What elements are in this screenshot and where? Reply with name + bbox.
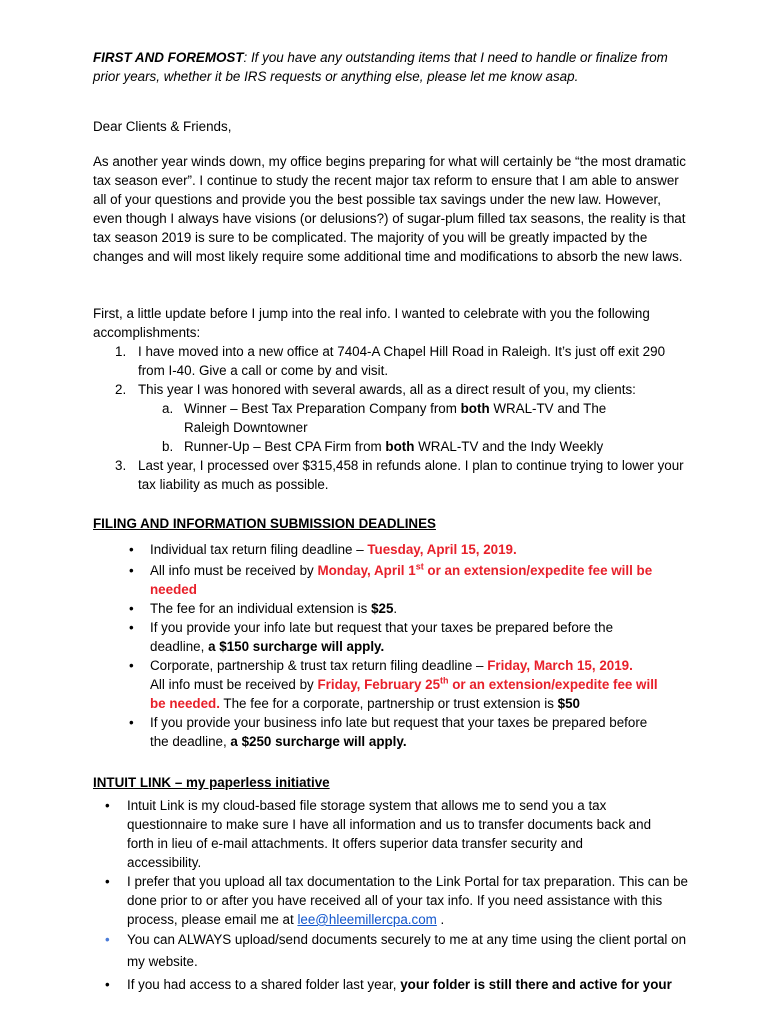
award-item: [93, 399, 614, 437]
bullet-icon: •: [129, 715, 134, 730]
intuit-text-plain: I prefer that you upload all tax documentation to the Link Portal for tax preparation. This can be done prior to or after you have received all of your tax info. If you need assistance with this process, please email me at: [127, 874, 689, 927]
award-text-post: WRAL-TV and the Indy Weekly: [414, 439, 604, 454]
award-text-pre: Winner – Best Tax Preparation Company from: [184, 401, 461, 416]
deadline-text-end: .: [393, 601, 398, 616]
award-text-pre: Runner-Up – Best CPA Firm from: [184, 439, 386, 454]
list-item: [93, 975, 689, 994]
paragraph-1: As another year winds down, my office begins preparing for what will certainly be “the most dramatic tax season ever”. I continue to study the recent major tax reform to ensure that I am able to answer all of your questions and provide you the best possible tax savings under the new law. However, even though I always have visions (or delusions?) of sugar-plum filled tax seasons, the reality is that tax season 2019 is sure to be complicated. The majority of you will be greatly impacted by the changes and will most likely require some additional time and modifications to absorb the new laws.: [93, 154, 686, 264]
list-marker: 2.: [115, 382, 127, 397]
deadline-text-plain: Individual tax return filing deadline –: [150, 542, 368, 557]
deadline-text-plain: If you provide your business info late but request that your taxes be prepared before the deadline,: [150, 715, 648, 749]
surcharge-text: a $150 surcharge will apply.: [208, 639, 385, 654]
greeting: Dear Clients & Friends,: [93, 119, 232, 134]
deadlines-list: [93, 540, 673, 751]
deadline-warning: or an extension/expedite fee will be needed: [150, 563, 653, 597]
list-item: [93, 656, 660, 713]
intuit-text: You can ALWAYS upload/send documents securely to me at any time using the client portal on my website.: [127, 932, 687, 969]
bullet-icon: •: [129, 563, 134, 578]
intuit-text: [127, 975, 689, 994]
bullet-icon: •: [105, 932, 110, 947]
list-marker: b.: [162, 439, 174, 454]
deadline-text: [150, 599, 673, 618]
deadline-text-plain: If you provide your info late but request that your taxes be prepared before the deadline,: [150, 620, 614, 654]
bullet-icon: •: [129, 620, 134, 635]
fee-amount: $50: [557, 696, 580, 711]
date-suffix: st: [415, 561, 424, 572]
award-text: [184, 399, 614, 437]
bullet-icon: •: [129, 601, 134, 616]
intro-text: : If you have any outstanding items that I need to handle or finalize from prior years, whether it be IRS requests or anything else, please let me know asap.: [93, 50, 668, 84]
list-item: [93, 618, 630, 656]
deadline-date: Monday, April 1: [317, 563, 416, 578]
intro-lead: FIRST AND FOREMOST: [93, 50, 244, 65]
award-text-bold: both: [385, 439, 415, 454]
list-item: [93, 796, 657, 872]
intuit-text-bold: your folder is still there and active for your: [400, 977, 672, 992]
intuit-list: [93, 796, 689, 994]
list-item-text: This year I was honored with several awards, all as a direct result of you, my clients:: [138, 382, 636, 397]
bullet-icon: •: [105, 798, 110, 813]
deadline-text: [150, 656, 660, 713]
list-item-text: I have moved into a new office at 7404-A Chapel Hill Road in Raleigh. It’s just off exit 290 from I-40. Give a call or come by and visit.: [138, 344, 666, 378]
list-item: [93, 456, 693, 494]
award-text-bold: both: [460, 401, 490, 416]
bullet-icon: •: [129, 542, 134, 557]
list-item: [93, 561, 673, 599]
list-item: [93, 872, 689, 929]
list-marker: 3.: [115, 458, 127, 473]
list-item-text: Last year, I processed over $315,458 in refunds alone. I plan to continue trying to lower your tax liability as much as possible.: [138, 458, 684, 492]
deadline-text: [150, 540, 673, 559]
award-text: [184, 437, 693, 456]
deadline-text-plain: The fee for an individual extension is: [150, 601, 372, 616]
deadline-date: Friday, March 15, 2019.: [487, 658, 633, 673]
intro-paragraph: [93, 48, 693, 86]
intuit-heading: INTUIT LINK – my paperless initiative: [93, 775, 330, 790]
deadline-text: [150, 561, 673, 599]
award-item: [93, 437, 693, 456]
accomplishments-list: [93, 342, 693, 494]
intuit-text-end: .: [436, 912, 445, 927]
intuit-text-plain: If you had access to a shared folder last year,: [127, 977, 401, 992]
deadline-date: Friday, February 25: [317, 677, 441, 692]
list-item: [93, 380, 693, 399]
deadline-date: Tuesday, April 15, 2019.: [367, 542, 517, 557]
deadline-text: [150, 618, 630, 656]
list-item: [93, 713, 650, 751]
deadline-text-plain: All info must be received by: [150, 563, 318, 578]
deadline-warning: or an extension/expedite fee will be needed.: [150, 677, 658, 711]
fee-amount: $25: [371, 601, 394, 616]
bullet-icon: •: [105, 977, 110, 992]
deadline-text-plain: The fee for a corporate, partnership or trust extension is: [219, 696, 558, 711]
award-text-post: WRAL-TV and The Raleigh Downtowner: [184, 401, 607, 435]
list-marker: a.: [162, 401, 174, 416]
list-item: [93, 599, 673, 618]
intuit-text: Intuit Link is my cloud-based file storage system that allows me to send you a tax questionnaire to make sure I have all information and us to transfer documents back and forth in lieu of e-mail attachments. It offers superior data transfer security and accessibility.: [127, 798, 652, 870]
date-suffix: th: [440, 675, 449, 686]
list-item: [93, 540, 673, 559]
bullet-icon: •: [129, 658, 134, 673]
deadline-text-plain: Corporate, partnership & trust tax return filing deadline –: [150, 658, 488, 673]
bullet-icon: •: [105, 874, 110, 889]
email-link[interactable]: lee@hleemillercpa.com: [297, 912, 437, 927]
paragraph-2: First, a little update before I jump into the real info. I wanted to celebrate with you the following accomplishments:: [93, 306, 650, 340]
list-item: [93, 342, 693, 380]
list-item: [93, 929, 689, 973]
intuit-text: [127, 872, 689, 929]
deadline-text: [150, 713, 650, 751]
deadline-text-plain: All info must be received by: [150, 677, 318, 692]
deadlines-heading: FILING AND INFORMATION SUBMISSION DEADLINES: [93, 516, 436, 531]
list-marker: 1.: [115, 344, 127, 359]
surcharge-text: a $250 surcharge will apply.: [230, 734, 407, 749]
